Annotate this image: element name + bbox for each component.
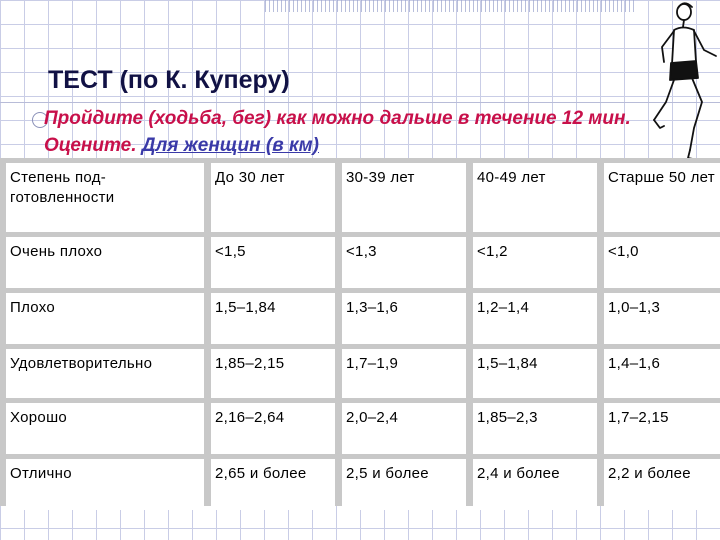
table-cell: 1,5–1,84 — [211, 293, 335, 344]
page-title: ТЕСТ (по К. Куперу) — [48, 66, 290, 94]
table-cell: 1,7–1,9 — [342, 349, 466, 398]
fitness-table — [0, 158, 720, 515]
decorative-line — [0, 102, 720, 103]
table-cell: Удовлетворительно — [6, 349, 204, 398]
table-cell: 1,5–1,84 — [473, 349, 597, 398]
table-cell: 2,2 и более — [604, 459, 720, 510]
table-cell: 2,65 и более — [211, 459, 335, 510]
table-cell: 2,16–2,64 — [211, 403, 335, 454]
subtitle-highlight: Для женщин (в км) — [141, 135, 320, 156]
table-cell: <1,5 — [211, 237, 335, 288]
table-row — [6, 349, 720, 398]
table-cell: 1,85–2,15 — [211, 349, 335, 398]
table-cell: 2,4 и более — [473, 459, 597, 510]
table-cell: <1,3 — [342, 237, 466, 288]
table-cell: Хорошо — [6, 403, 204, 454]
subtitle — [44, 105, 634, 159]
table-cell: 1,2–1,4 — [473, 293, 597, 344]
subtitle-main: Пройдите (ходьба, бег) как можно дальше в течение 12 мин. Оцените. — [44, 108, 631, 156]
table-row — [6, 403, 720, 454]
table-cell: 2,5 и более — [342, 459, 466, 510]
table-row — [6, 237, 720, 288]
header-cell: 30-39 лет — [342, 163, 466, 232]
table-row — [6, 293, 720, 344]
table-cell: 1,85–2,3 — [473, 403, 597, 454]
table-row — [6, 459, 720, 510]
table-cell: <1,0 — [604, 237, 720, 288]
header-cell: 40-49 лет — [473, 163, 597, 232]
fitness-table-container — [0, 158, 720, 506]
header-cell: Степень под-готовленности — [6, 163, 204, 232]
table-cell: 1,3–1,6 — [342, 293, 466, 344]
table-cell: 1,4–1,6 — [604, 349, 720, 398]
table-cell: 1,0–1,3 — [604, 293, 720, 344]
table-cell: Плохо — [6, 293, 204, 344]
table-cell: Очень плохо — [6, 237, 204, 288]
header-cell: До 30 лет — [211, 163, 335, 232]
table-cell: 1,7–2,15 — [604, 403, 720, 454]
table-header-row — [6, 163, 720, 232]
header-cell: Старше 50 лет — [604, 163, 720, 232]
table-cell: <1,2 — [473, 237, 597, 288]
table-cell: Отлично — [6, 459, 204, 510]
runner-woman-icon — [640, 0, 720, 168]
decorative-stripe — [265, 0, 635, 12]
table-cell: 2,0–2,4 — [342, 403, 466, 454]
